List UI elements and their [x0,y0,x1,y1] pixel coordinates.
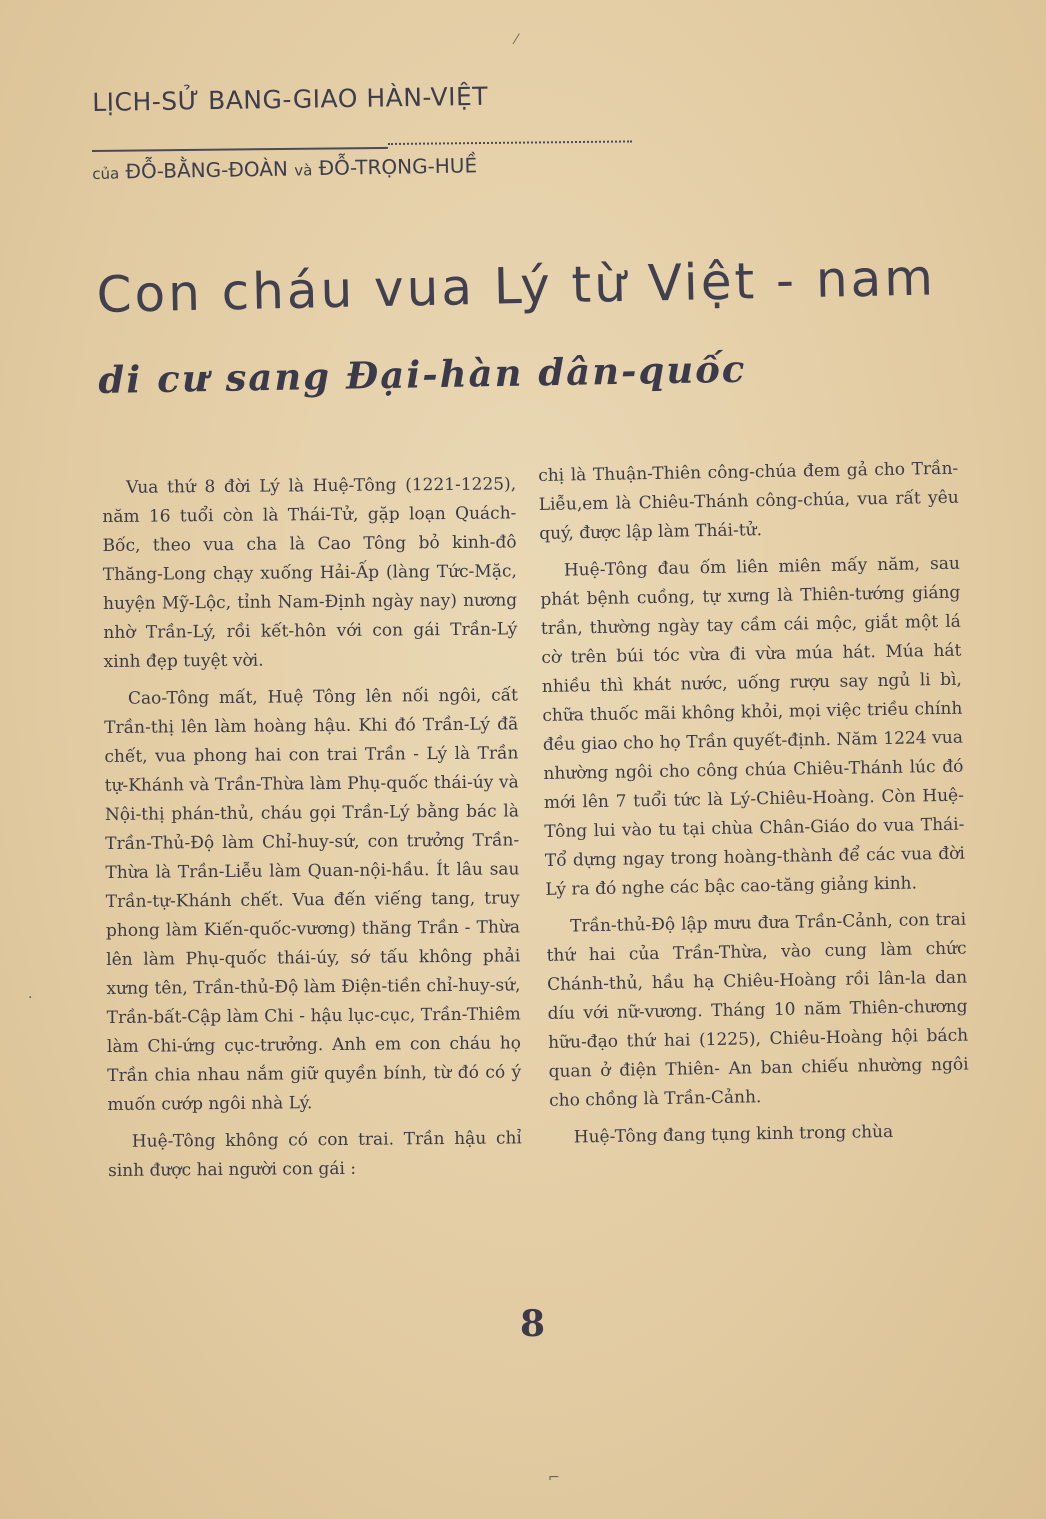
paragraph: Huệ-Tông đau ốm liên miên mấy năm, sau phát bệnh cuồng, tự xưng là Thiên-tướng giáng trần, thường ngày tay cầm cái mộc, giắt một lá cờ trên búi tóc vừa đi vừa múa hát. Múa hát nhiều thì khát nước, uống rượu say ngủ li bì, chữa thuốc mãi không khỏi, mọi việc triều chính đều giao cho họ Trần quyết-định. Năm 1224 vua nhường ngôi cho công chúa Chiêu-Thánh lúc đó mới lên 7 tuổi tức là Lý-Chiêu-Hoàng. Còn Huệ-Tông lui vào tu tại chùa Chân-Giáo do vua Thái-Tổ dựng ngay trong hoàng-thành để các vua đời Lý ra đó nghe các bậc cao-tăng giảng kinh. [540,553,966,900]
paragraph: Trần-thủ-Độ lập mưu đưa Trần-Cảnh, con trai thứ hai của Trần-Thừa, vào cung làm chức Chánh-thủ, hầu hạ Chiêu-Hoàng rồi lân-la dan díu với nữ-vương. Tháng 10 năm Thiên-chương hữu-đạo thứ hai (1225), Chiêu-Hoàng hội bách quan ở điện Thiên- An ban chiếu nhường ngôi cho chồng là Trần-Cảnh. [546,909,969,1111]
left-column [102,470,522,1194]
paragraph: chị là Thuận-Thiên công-chúa đem gả cho Trần-Liễu,em là Chiêu-Thánh công-chúa, vua rất yêu quý, được lập làm Thái-tử. [538,458,959,544]
paragraph: Cao-Tông mất, Huệ Tông lên nối ngôi, cất Trần-thị lên làm hoàng hậu. Khi đó Trần-Lý đã chết, vua phong hai con trai Trần - Lý là Trần tự-Khánh và Trần-Thừa làm Phụ-quốc thái-úy và Nội-thị phán-thủ, cháu gọi Trần-Lý bằng bác là Trần-Thủ-Độ làm Chỉ-huy-sứ, con trưởng Trần-Thừa là Trần-Liễu làm Quan-nội-hầu. Ít lâu sau Trần-tự-Khánh chết. Vua đến viếng tang, truy phong làm Kiến-quốc-vương) thăng Trần - Thừa lên làm Phụ-quốc thái-úy, sớ tấu không phải xưng tên, Trần-thủ-Độ làm Điện-tiền chỉ-huy-sứ, Trần-bất-Cập làm Chi - hậu lục-cục, Trần-Thiêm làm Chi-ứng cục-trưởng. Anh em con cháu họ Trần chia nhau nắm giữ quyền bính, từ đó có ý muốn cướp ngôi nhà Lý. [104,685,522,1115]
author-2: ĐỖ-TRỌNG-HUỀ [318,153,478,181]
scan-speck: · [28,990,33,1006]
page-number: 8 [520,1303,546,1345]
series-title: LỊCH-SỬ BANG-GIAO HÀN-VIỆT [92,81,489,117]
scan-speck: ⁄ [515,32,518,48]
authors-prefix: của [92,164,120,183]
paragraph: Vua thứ 8 đời Lý là Huệ-Tông (1221-1225), năm 16 tuổi còn là Thái-Tử, gặp loạn Quách-Bốc, theo vua cha là Cao Tông bỏ kinh-đô Thăng-Long chạy xuống Hải-Ấp (làng Tức-Mặc, huyện Mỹ-Lộc, tỉnh Nam-Định ngày nay) nương nhờ Trần-Lý, rồi kết-hôn với con gái Trần-Lý xinh đẹp tuyệt vời. [102,474,518,672]
scan-speck: ⌐ [548,1470,560,1486]
article-title-line-2: di cư sang Đại-hàn dân-quốc [98,346,747,402]
article-title-line-1: Con cháu vua Lý từ Việt - nam [96,248,937,324]
right-column [538,455,970,1161]
header-rule-dotted [388,140,632,145]
paragraph: Huệ-Tông đang tụng kinh trong chùa [573,1121,894,1148]
authors-line [92,150,652,184]
authors-join: và [294,161,313,180]
paragraph: Huệ-Tông không có con trai. Trần hậu chỉ sinh được hai người con gái : [107,1128,522,1181]
author-1: ĐỖ-BẰNG-ĐOÀN [125,156,289,184]
header-rule-solid [92,147,388,152]
